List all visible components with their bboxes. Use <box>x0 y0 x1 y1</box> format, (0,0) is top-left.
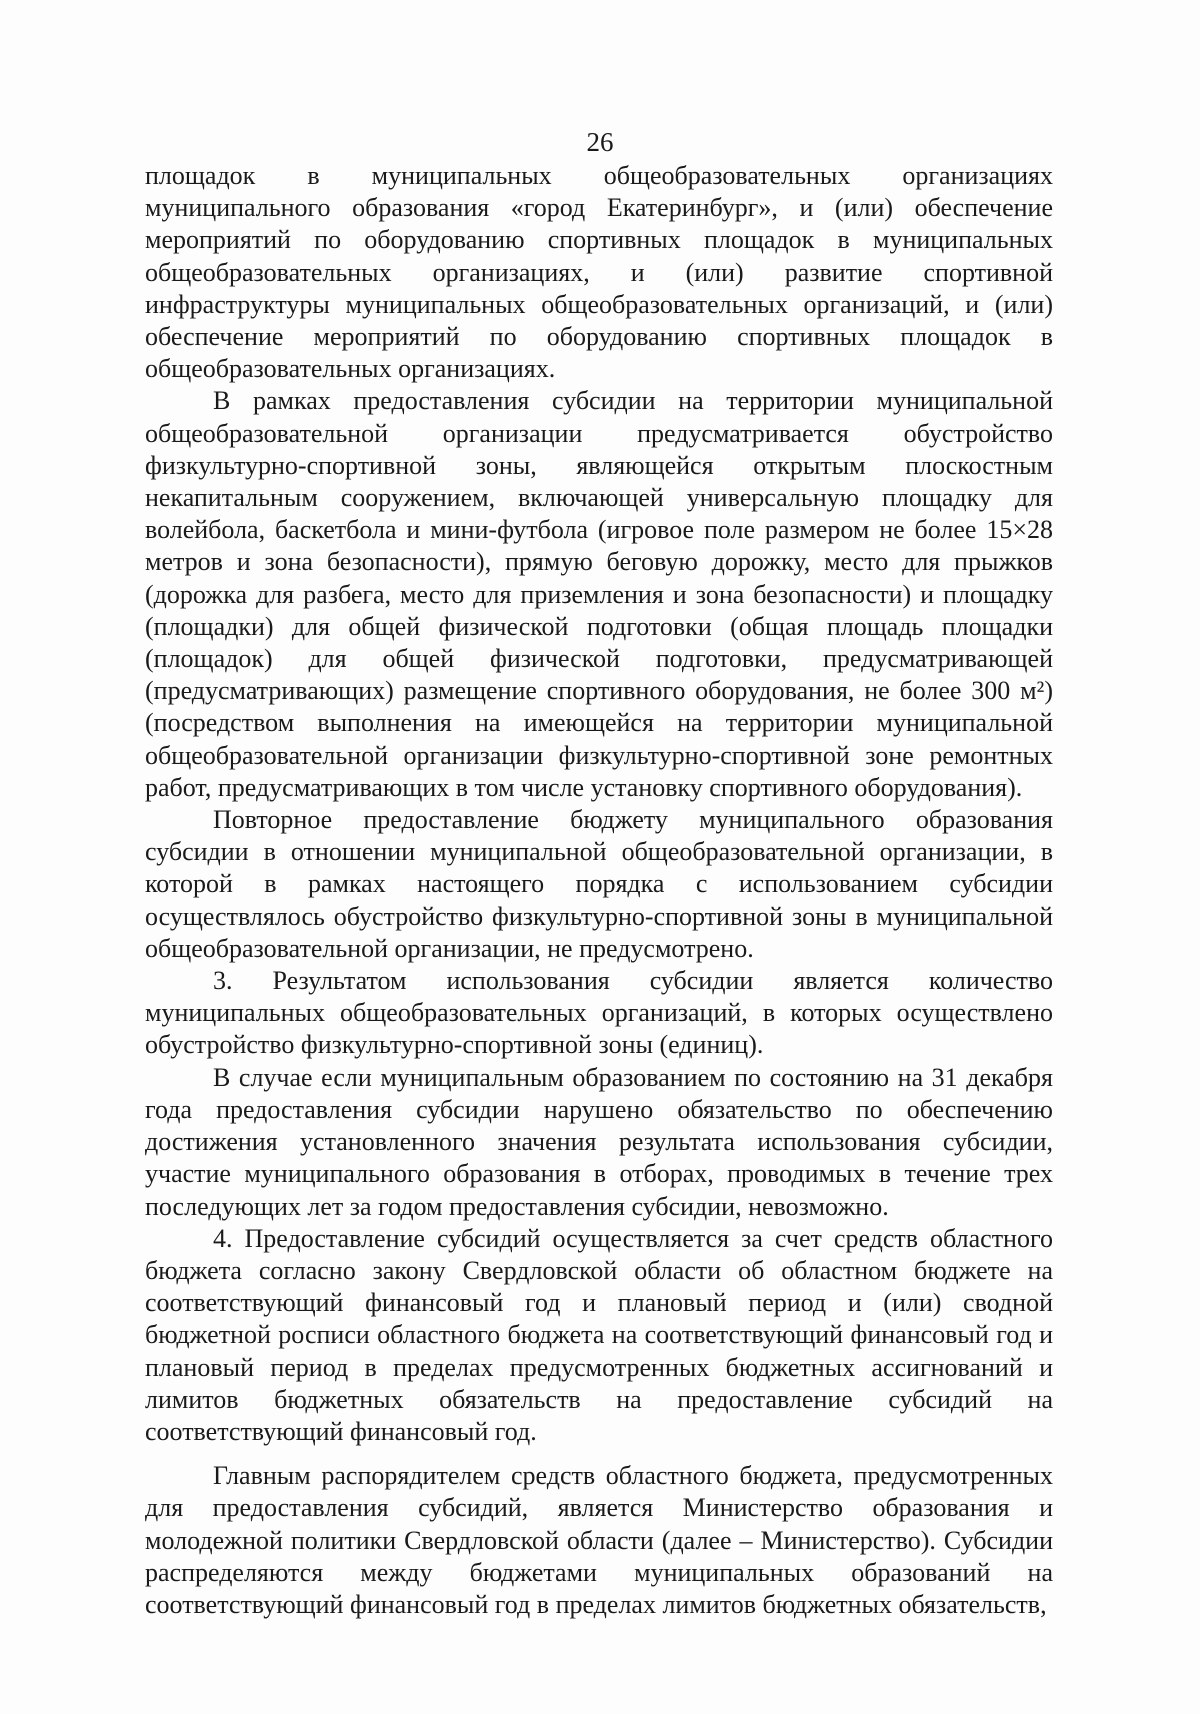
paragraph-item-3-result: 3. Результатом использования субсидии является количество муниципальных общеобразовательных организаций, в которых осуществлено обустройство физкультурно-спортивной зоны (единиц). <box>145 966 1053 1060</box>
document-body <box>145 160 1053 1621</box>
paragraph-chief-administrator: Главным распорядителем средств областного бюджета, предусмотренных для предоставления субсидий, является Министерство образования и молодежной политики Свердловской области (далее – Министерство). Субсидии распределяются между бюджетами муниципальных образований на соответствующий финансовый год в пределах лимитов бюджетных обязательств, <box>145 1461 1053 1619</box>
page-number: 26 <box>586 127 614 157</box>
paragraph-item-4-funding: 4. Предоставление субсидий осуществляется за счет средств областного бюджета согласно закону Свердловской области об областном бюджете на соответствующий финансовый год и плановый период и (или) сводной бюджетной росписи областного бюджета на соответствующий финансовый год и плановый период в пределах предусмотренных бюджетных ассигнований и лимитов бюджетных обязательств на предоставление субсидий на соответствующий финансовый год. <box>145 1223 1053 1446</box>
paragraph-repeat-provision: Повторное предоставление бюджету муниципального образования субсидии в отношении муниципальной общеобразовательной организации, в которой в рамках настоящего порядка с использованием субсидии осуществлялось обустройство физкультурно-спортивной зоны в муниципальной общеобразовательной организации, не предусмотрено. <box>145 805 1053 963</box>
paragraph-obligation-violation: В случае если муниципальным образованием по состоянию на 31 декабря года предоставления субсидии нарушено обязательство по обеспечению достижения установленного значения результата использования субсидии, участие муниципального образования в отборах, проводимых в течение трех последующих лет за годом предоставления субсидии, невозможно. <box>145 1062 1053 1221</box>
paragraph-continuation: площадок в муниципальных общеобразовательных организациях муниципального образования «город Екатеринбург», и (или) обеспечение мероприятий по оборудованию спортивных площадок в муниципальных общеобразовательных организациях, и (или) развитие спортивной инфраструктуры муниципальных общеобразовательных организаций, и (или) обеспечение мероприятий по оборудованию спортивных площадок в общеобразовательных организациях. <box>145 161 1053 384</box>
paragraph-sports-zone-description: В рамках предоставления субсидии на территории муниципальной общеобразовательной организации предусматривается обустройство физкультурно-спортивной зоны, являющейся открытым плоскостным некапитальным сооружением, включающей универсальную площадку для волейбола, баскетбола и мини-футбола (игровое поле размером не более 15×28 метров и зона безопасности), прямую беговую дорожку, место для прыжков (дорожка для разбега, место для приземления и зона безопасности) и площадку (площадки) для общей физической подготовки (общая площадь площадки (площадок) для общей физической подготовки, предусматривающей (предусматривающих) размещение спортивного оборудования, не более 300 м²) (посредством выполнения на имеющейся на территории муниципальной общеобразовательной организации физкультурно-спортивной зоне ремонтных работ, предусматривающих в том числе установку спортивного оборудования). <box>145 386 1053 802</box>
